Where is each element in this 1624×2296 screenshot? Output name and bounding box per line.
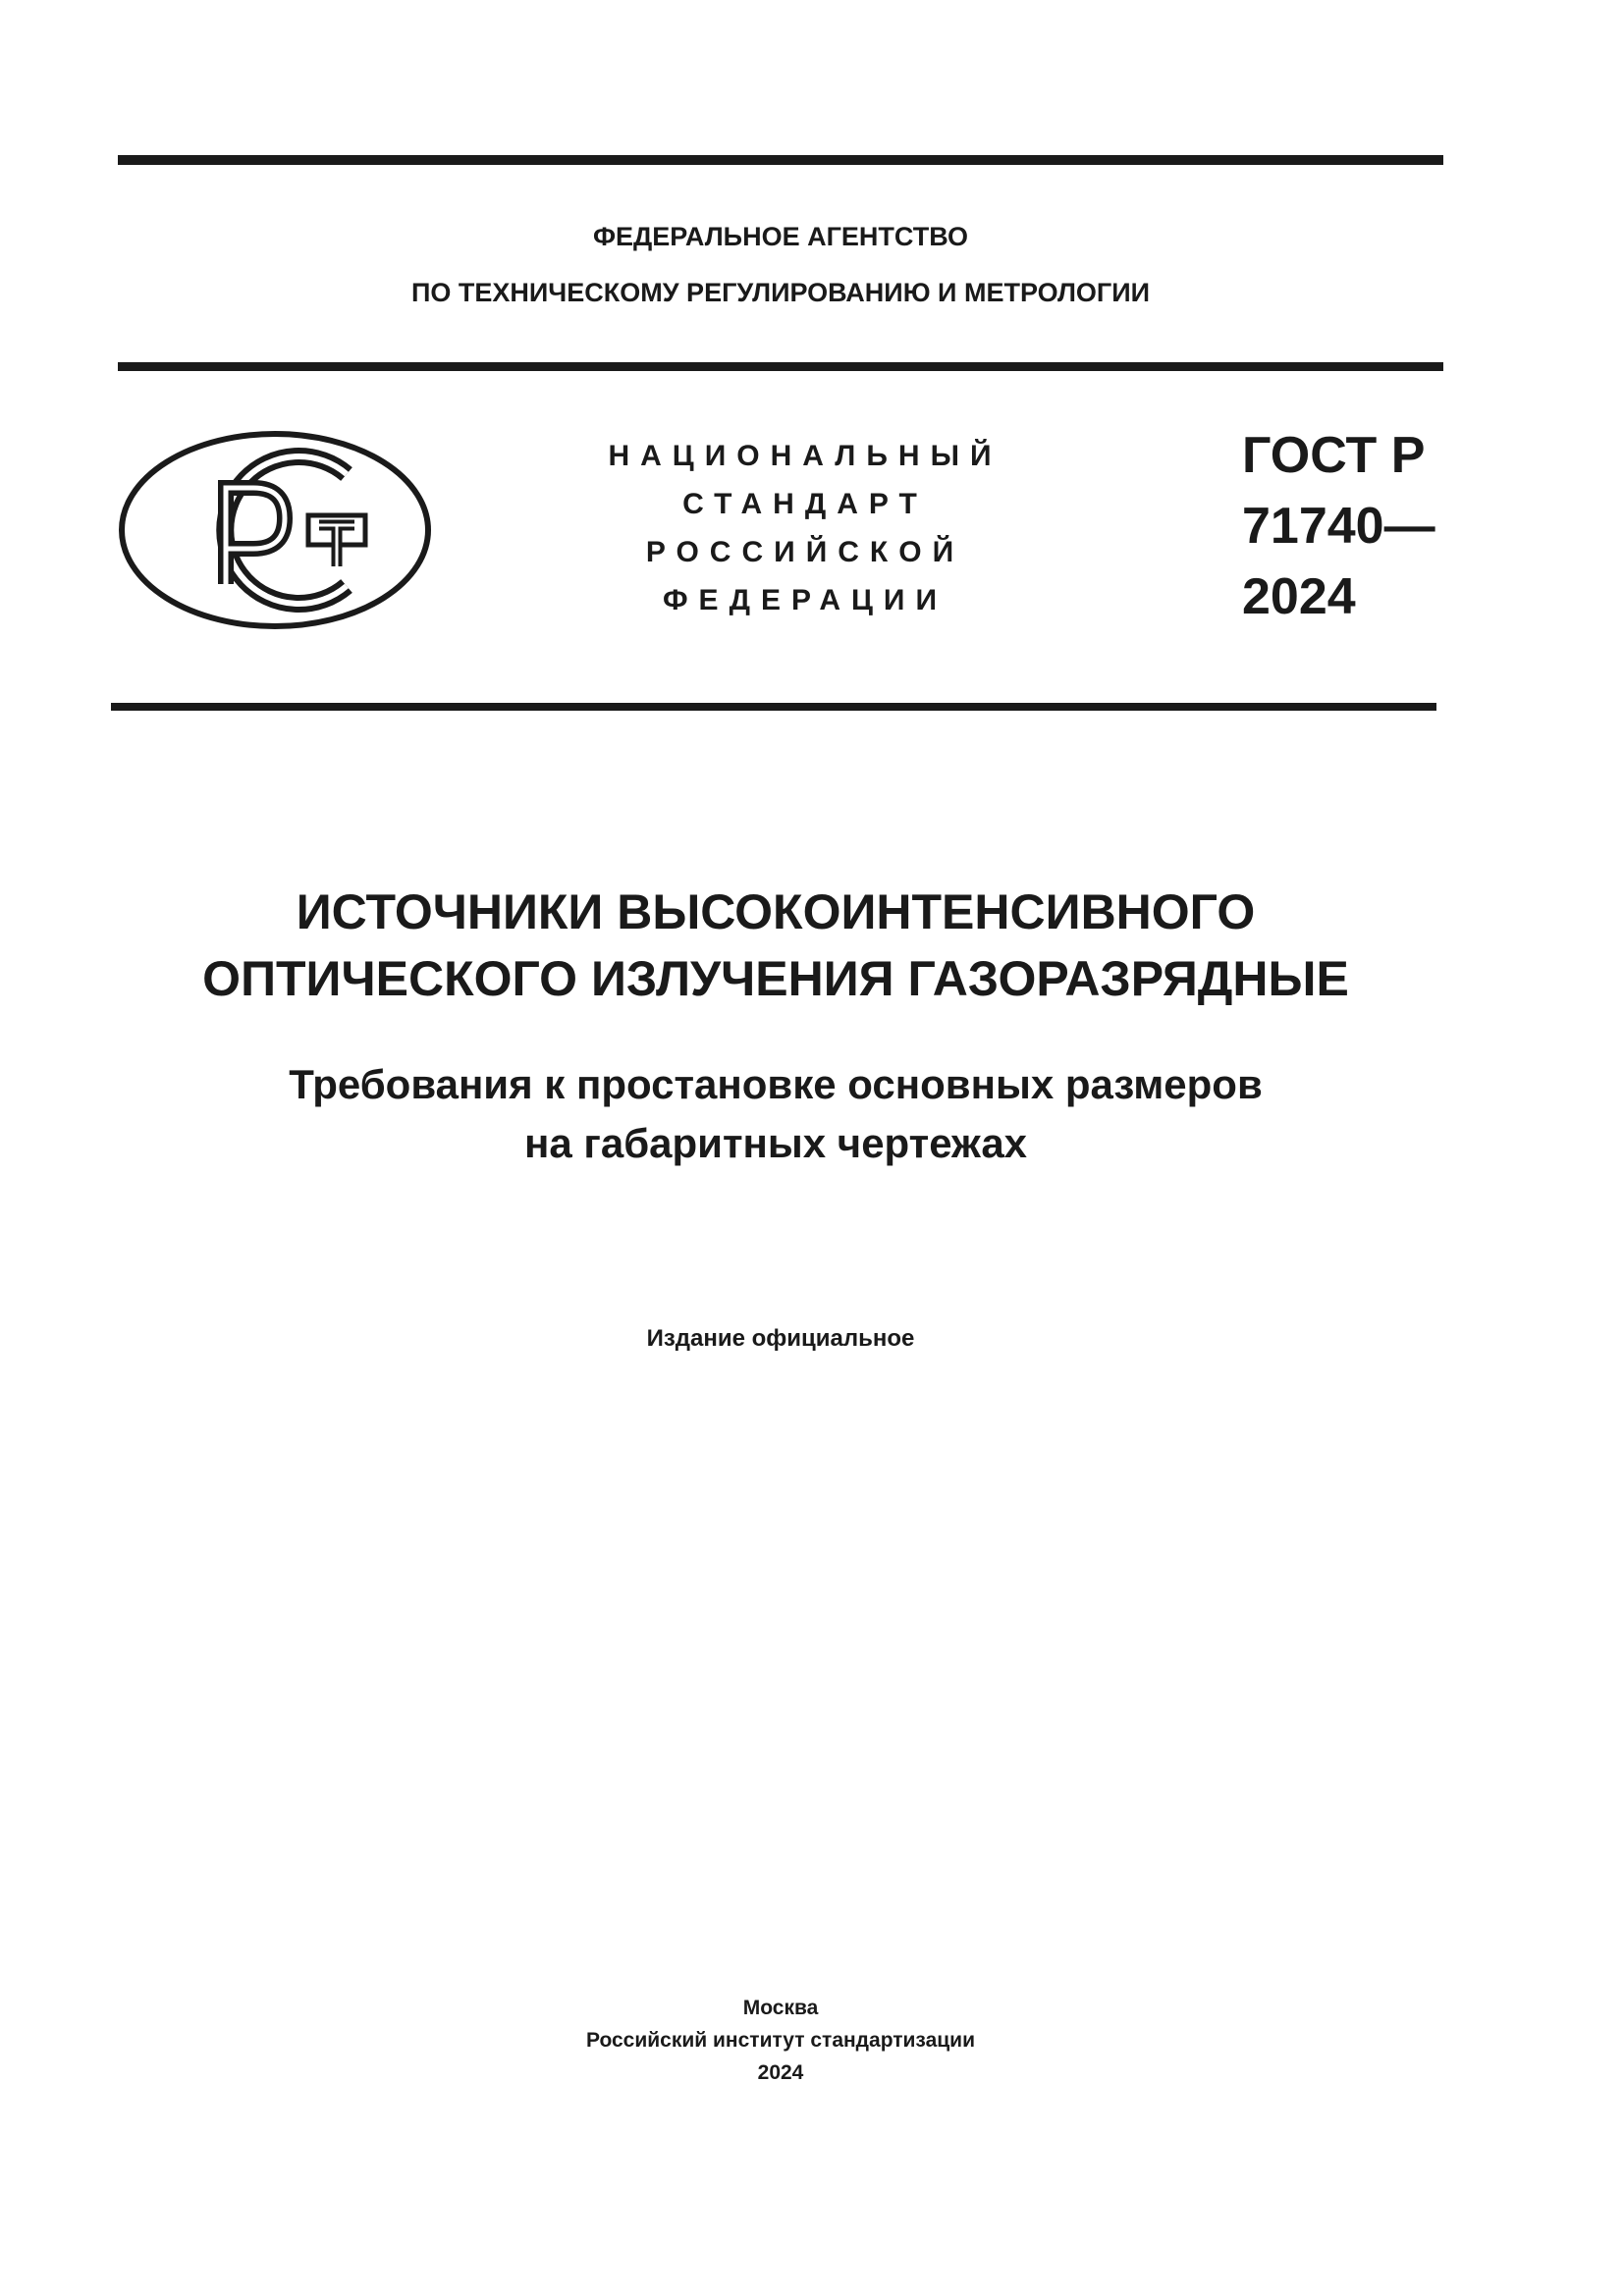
standard-type-line-4: ФЕДЕРАЦИИ [662,584,948,616]
rst-certification-mark-icon [116,427,435,633]
standard-designation [1242,420,1435,632]
document-subtitle-line-1: Требования к простановке основных размеров [289,1061,1263,1107]
imprint-year: 2024 [757,2061,804,2084]
top-rule [118,155,1443,165]
imprint-publisher: Российский институт стандартизации [585,2029,976,2052]
header-bottom-rule [111,703,1436,711]
imprint-city: Москва [742,1997,819,2019]
edition-note: Издание официальное [646,1325,915,1352]
document-title-line-1: ИСТОЧНИКИ ВЫСОКОИНТЕНСИВНОГО [296,884,1256,939]
standard-type-line-3: РОССИЙСКОЙ [645,536,965,568]
designation-line-2: 71740— [1242,498,1435,555]
document-title-line-2: ОПТИЧЕСКОГО ИЗЛУЧЕНИЯ ГАЗОРАЗРЯДНЫЕ [202,951,1349,1006]
agency-line-2: ПО ТЕХНИЧЕСКОМУ РЕГУЛИРОВАНИЮ И МЕТРОЛОГИИ [410,278,1151,307]
designation-line-1: ГОСТ Р [1242,427,1426,484]
designation-line-3: 2024 [1242,568,1356,625]
agency-bottom-rule [118,362,1443,371]
document-subtitle-line-2: на габаритных чертежах [523,1120,1028,1166]
standard-type-line-1: НАЦИОНАЛЬНЫЙ [608,440,1002,472]
agency-line-1: ФЕДЕРАЛЬНОЕ АГЕНТСТВО [592,222,969,251]
standard-type-line-2: СТАНДАРТ [682,488,928,520]
